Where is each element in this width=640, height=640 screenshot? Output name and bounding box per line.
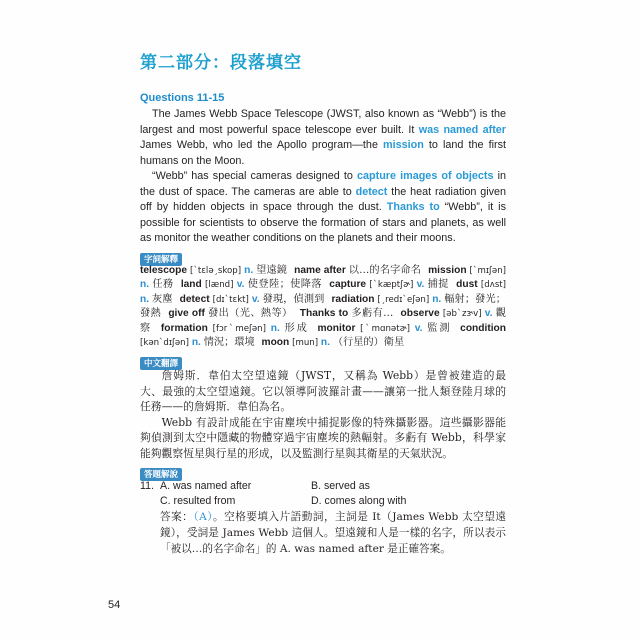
- vocab-term: dust: [456, 279, 478, 291]
- vocab-entry: [262, 337, 405, 348]
- translation-label: 中文翻譯: [140, 357, 182, 370]
- explanation-label: 答題解說: [140, 468, 182, 481]
- passage-text: “Webb”, it is possible for scientists to observe the formation of stars and planets, as well as monitor the weather conditions on the planets and their moons.: [140, 201, 506, 244]
- vocab-entry: [140, 265, 287, 276]
- answer-prefix: 答案：: [160, 511, 194, 524]
- vocab-term: telescope: [140, 264, 187, 276]
- vocab-term: monitor: [317, 322, 356, 334]
- vocab-part-of-speech: v.: [414, 322, 423, 334]
- vocab-definition: 望遠鏡: [256, 264, 288, 276]
- vocab-entry: [318, 323, 452, 334]
- explanation-label-row: [140, 464, 506, 477]
- passage-text: to land the first humans on the Moon.: [140, 139, 506, 167]
- question-number: 11.: [140, 479, 154, 492]
- vocab-term: moon: [261, 337, 290, 349]
- translation-label-row: [140, 353, 506, 369]
- option-a: A. was named after: [160, 479, 252, 492]
- vocab-part-of-speech: n.: [244, 264, 254, 276]
- vocab-part-of-speech: n.: [320, 337, 330, 349]
- vocab-phonetic: [ˋkæptʃɚ]: [369, 280, 414, 291]
- vocab-definition: 多虧有…: [351, 308, 394, 320]
- vocab-phonetic: [fɔrˋmeʃən]: [212, 323, 266, 334]
- vocab-part-of-speech: v.: [416, 279, 425, 291]
- vocabulary-label: 字詞解釋: [140, 253, 182, 266]
- vocab-phonetic: [dʌst]: [480, 280, 507, 291]
- vocab-phonetic: [ˋmɪʃən]: [469, 265, 507, 276]
- passage-paragraph: [140, 169, 506, 247]
- vocab-term: detect: [179, 293, 210, 305]
- vocab-definition: 灰塵: [152, 293, 173, 305]
- vocab-part-of-speech: n.: [140, 279, 150, 291]
- passage-text: in the dust of space. The cameras are able to: [140, 170, 506, 198]
- vocab-term: Thanks to: [299, 308, 349, 320]
- passage-keyword: detect: [355, 185, 388, 198]
- passage-keyword: Thanks to: [386, 201, 440, 213]
- vocab-part-of-speech: n.: [191, 337, 201, 349]
- option-b: B. served as: [311, 479, 370, 492]
- answer-letter: （A）: [193, 511, 214, 524]
- vocab-term: observe: [400, 308, 440, 320]
- vocab-phonetic: [kənˋdɪʃən]: [140, 338, 189, 349]
- vocab-term: formation: [160, 322, 208, 334]
- vocab-entry: [181, 279, 322, 290]
- reading-passage: [140, 107, 506, 247]
- passage-text: James Webb, who led the Apollo program—the: [140, 139, 384, 151]
- explanation-body: 。空格要填入片語動詞，主詞是 It（James Webb 太空望遠鏡），受詞是 James Webb 這個人。望遠鏡和人是一樣的名字，所以表示「被以…的名字命名」的 A. was named after 是正確答案。: [160, 511, 507, 555]
- vocab-phonetic: [dɪˋtɛkt]: [212, 294, 249, 305]
- questions-heading: Questions 11-15: [140, 92, 225, 104]
- vocab-phonetic: [ˋmɑnətɚ]: [360, 323, 410, 334]
- vocab-part-of-speech: n.: [432, 293, 442, 305]
- vocab-phonetic: [ˏredɪˋeʃən]: [377, 294, 430, 305]
- option-c: C. resulted from: [160, 495, 236, 508]
- answer-explanation: [140, 479, 506, 558]
- vocab-definition: 觀察: [140, 308, 506, 334]
- vocab-definition: 發出（光、熱等）: [208, 308, 293, 320]
- vocab-phonetic: [lænd]: [205, 280, 234, 291]
- passage-text: “Webb” has special cameras designed to: [152, 170, 358, 182]
- vocab-entry: [168, 308, 292, 319]
- vocab-entry: [161, 323, 309, 334]
- vocab-entry: [294, 265, 421, 276]
- section-title: 第二部分：段落填空: [140, 53, 302, 72]
- vocab-entry: [180, 294, 325, 305]
- vocab-definition: 情況；環境: [203, 337, 255, 349]
- vocab-definition: 任務: [152, 279, 174, 291]
- vocab-term: give off: [168, 308, 205, 320]
- vocab-phonetic: [ˋtɛləˏskop]: [189, 265, 242, 276]
- passage-text: The James Webb Space Telescope (JWST, also known as “Webb”) is the largest and most powerful space telescope ever built. It: [140, 108, 506, 136]
- vocabulary-list: [140, 264, 506, 352]
- vocab-entry: [329, 279, 449, 290]
- vocab-part-of-speech: v.: [236, 279, 245, 291]
- vocab-definition: 監測: [427, 322, 452, 334]
- vocab-part-of-speech: v.: [484, 308, 493, 320]
- question-body: [160, 479, 506, 558]
- question-block: [140, 479, 506, 558]
- vocab-term: mission: [428, 264, 467, 276]
- vocab-definition: （行星的）衛星: [332, 337, 405, 349]
- page-number: 54: [108, 599, 121, 611]
- translation-paragraph: 詹姆斯．韋伯太空望遠鏡（JWST，又稱為 Webb）是曾被建造的最大、最強的太空望遠鏡。它以領導阿波羅計畫——讓第一批人類登陸月球的任務——的詹姆斯．韋伯為名。: [140, 369, 506, 414]
- vocabulary-label-row: [140, 249, 506, 262]
- translation-paragraph: Webb 有設計成能在宇宙塵埃中捕捉影像的特殊攝影器。這些攝影器能夠偵測到太空中隱藏的物體穿過宇宙塵埃的熱輻射。多虧有 Webb，科學家能夠觀察恆星與行星的形成，以及監測行星與其衛星的天氣狀況。: [140, 415, 506, 461]
- passage-keyword: was named after: [418, 123, 507, 136]
- passage-keyword: mission: [383, 139, 424, 151]
- vocab-term: radiation: [331, 293, 375, 305]
- vocab-definition: 發現，偵測到: [262, 293, 325, 305]
- vocab-phonetic: [mun]: [292, 338, 319, 349]
- vocab-definition: 捕捉: [427, 279, 449, 291]
- vocab-phonetic: [əbˋzɝv]: [442, 309, 482, 320]
- passage-keyword: capture images of objects: [357, 170, 494, 182]
- vocab-term: name after: [294, 264, 346, 276]
- answer-options: [160, 479, 506, 511]
- vocab-term: land: [180, 279, 202, 291]
- vocab-part-of-speech: n.: [140, 293, 150, 305]
- passage-paragraph: [140, 107, 506, 169]
- vocab-part-of-speech: v.: [251, 293, 260, 305]
- vocab-definition: 形成: [284, 322, 309, 334]
- passage-text: the heat radiation given off by hidden objects in space through the dust.: [140, 185, 507, 213]
- vocab-part-of-speech: n.: [270, 322, 280, 334]
- vocab-definition: 輻射；發光；發熱: [140, 293, 506, 320]
- vocab-entry: [300, 308, 394, 319]
- chinese-translation: [140, 368, 506, 462]
- explanation-text: [160, 510, 506, 557]
- vocab-term: capture: [329, 279, 367, 291]
- option-d: D. comes along with: [311, 495, 407, 508]
- vocab-definition: 使登陸；使降落: [247, 279, 323, 291]
- vocab-term: condition: [460, 322, 507, 334]
- vocab-definition: 以…的名字命名: [348, 264, 422, 276]
- book-page: [140, 52, 506, 558]
